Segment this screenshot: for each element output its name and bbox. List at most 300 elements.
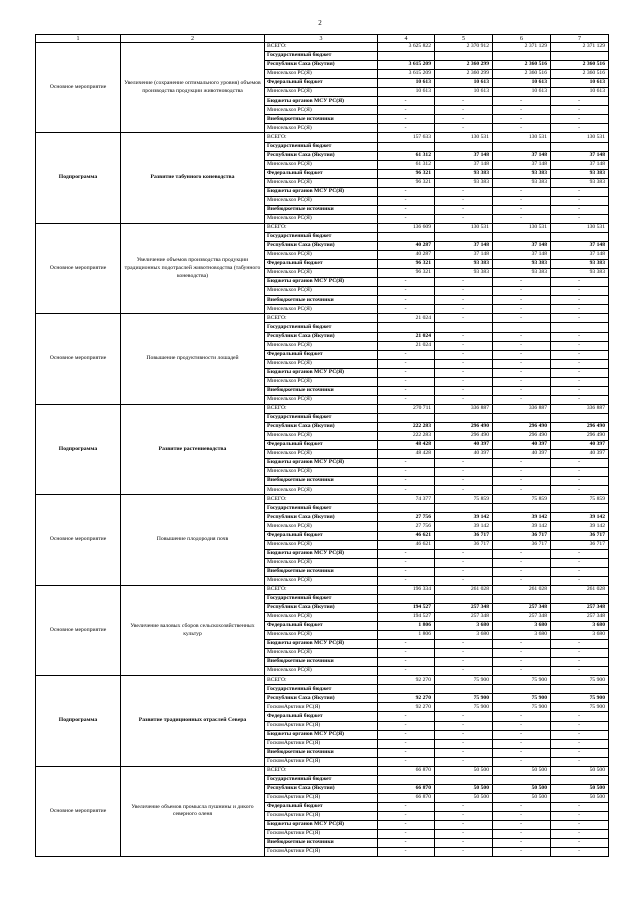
value-cell: 21 024 [378,341,435,350]
value-cell [493,685,551,694]
funding-source-cell: ГоскомАрктики РС(Я) [265,830,378,839]
value-cell [435,775,493,784]
value-cell: 2 371 129 [493,43,551,52]
value-cell: - [435,377,493,386]
value-cell: - [493,305,551,314]
funding-source-cell: ГоскомАрктики РС(Я) [265,793,378,802]
value-cell: 92 270 [378,694,435,703]
value-cell: - [435,468,493,477]
value-cell: - [551,730,609,739]
value-cell: 37 148 [551,251,609,260]
funding-source-cell: Государственный бюджет [265,685,378,694]
value-cell: 92 270 [378,703,435,712]
block-type-cell: Основное мероприятие [36,766,121,856]
value-cell: - [493,214,551,223]
col-header: 5 [435,35,493,43]
funding-source-cell: Внебюджетные источники [265,296,378,305]
value-cell [493,594,551,603]
value-cell: 96 321 [378,178,435,187]
value-cell: - [435,739,493,748]
funding-source-cell: ГоскомАрктики РС(Я) [265,757,378,766]
funding-source-cell: Государственный бюджет [265,594,378,603]
value-cell: - [435,567,493,576]
value-cell: 3 625 822 [378,43,435,52]
value-cell: 36 717 [435,540,493,549]
value-cell: - [551,649,609,658]
value-cell: 1 806 [378,631,435,640]
value-cell: 2 371 129 [551,43,609,52]
value-cell: - [378,567,435,576]
value-cell: - [435,839,493,848]
value-cell: 257 348 [435,603,493,612]
value-cell: 92 270 [378,676,435,685]
value-cell [378,685,435,694]
value-cell: 93 383 [435,169,493,178]
value-cell: - [378,115,435,124]
value-cell [378,232,435,241]
value-cell: 10 613 [493,88,551,97]
value-cell [435,323,493,332]
value-cell: - [493,459,551,468]
funding-source-cell: Бюджеты органов МСУ РС(Я) [265,187,378,196]
value-cell: - [435,811,493,820]
value-cell: - [493,649,551,658]
value-cell: 93 383 [435,260,493,269]
value-cell [378,775,435,784]
value-cell: 93 383 [551,260,609,269]
funding-source-cell: Внебюджетные источники [265,567,378,576]
value-cell: 257 348 [435,612,493,621]
funding-source-cell: Минсельхоз РС(Я) [265,251,378,260]
value-cell: 257 348 [551,612,609,621]
value-cell: - [435,667,493,676]
value-cell [551,685,609,694]
value-cell: 93 383 [435,178,493,187]
funding-source-cell: Минсельхоз РС(Я) [265,341,378,350]
table-row [36,585,609,594]
block-title-cell: Развитие растениеводства [121,404,265,494]
value-cell: 39 142 [435,522,493,531]
value-cell: - [493,341,551,350]
value-cell: - [378,278,435,287]
value-cell [493,504,551,513]
value-cell: - [493,368,551,377]
funding-source-cell: Минсельхоз РС(Я) [265,70,378,79]
funding-source-cell: Минсельхоз РС(Я) [265,160,378,169]
value-cell: 36 717 [551,540,609,549]
value-cell: - [378,821,435,830]
value-cell: 196 334 [378,585,435,594]
value-cell: - [378,549,435,558]
value-cell [378,52,435,61]
value-cell: 37 148 [551,242,609,251]
value-cell [435,685,493,694]
funding-source-cell: Минсельхоз РС(Я) [265,576,378,585]
value-cell: 37 148 [435,242,493,251]
value-cell: - [435,386,493,395]
funding-source-cell: Федеральный бюджет [265,712,378,721]
value-cell [378,413,435,422]
value-cell: 10 613 [435,88,493,97]
value-cell: 39 142 [435,513,493,522]
value-cell: - [551,821,609,830]
funding-source-cell: Минсельхоз РС(Я) [265,269,378,278]
value-cell: - [435,214,493,223]
value-cell: 296 490 [435,422,493,431]
funding-source-cell: ГоскомАрктики РС(Я) [265,739,378,748]
value-cell: - [378,830,435,839]
value-cell [378,142,435,151]
value-cell: - [551,341,609,350]
value-cell: - [493,802,551,811]
value-cell: - [378,667,435,676]
value-cell: 296 490 [435,432,493,441]
block-type-cell: Подпрограмма [36,133,121,223]
value-cell: 66 870 [378,784,435,793]
value-cell: - [551,214,609,223]
value-cell: - [493,124,551,133]
budget-table [35,34,609,857]
value-cell: 21 024 [378,314,435,323]
value-cell: - [435,477,493,486]
value-cell: 40 287 [378,251,435,260]
funding-source-cell: Государственный бюджет [265,232,378,241]
funding-source-cell: Республики Саха (Якутия) [265,603,378,612]
block-type-cell: Основное мероприятие [36,314,121,404]
value-cell [551,775,609,784]
value-cell: 10 613 [493,79,551,88]
value-cell: - [378,640,435,649]
value-cell: - [435,459,493,468]
value-cell: - [493,377,551,386]
funding-source-cell: Федеральный бюджет [265,802,378,811]
value-cell [435,504,493,513]
page-number: 2 [318,19,322,27]
value-cell: - [551,115,609,124]
value-cell: 21 024 [378,332,435,341]
value-cell: - [551,658,609,667]
funding-source-cell: Федеральный бюджет [265,79,378,88]
value-cell: - [551,187,609,196]
value-cell: 130 531 [435,133,493,142]
col-header: 7 [551,35,609,43]
value-cell: 96 321 [378,269,435,278]
value-cell: - [435,287,493,296]
value-cell: - [551,839,609,848]
value-cell: - [493,386,551,395]
value-cell: - [493,821,551,830]
value-cell: - [493,97,551,106]
value-cell: 40 397 [493,450,551,459]
value-cell: 3 680 [551,631,609,640]
value-cell: 75 900 [551,703,609,712]
value-cell: 37 148 [551,160,609,169]
value-cell: - [493,278,551,287]
value-cell: - [378,106,435,115]
value-cell: - [493,830,551,839]
value-cell: 222 283 [378,422,435,431]
funding-source-cell: Федеральный бюджет [265,260,378,269]
funding-source-cell: Минсельхоз РС(Я) [265,196,378,205]
value-cell: - [493,839,551,848]
value-cell [378,504,435,513]
block-title-cell: Повышение продуктивности лошадей [121,314,265,404]
table-row [36,495,609,504]
value-cell: 296 490 [551,422,609,431]
value-cell: 261 028 [493,585,551,594]
value-cell: 3 680 [551,622,609,631]
funding-source-cell: Внебюджетные источники [265,477,378,486]
value-cell: - [551,848,609,857]
value-cell: - [378,350,435,359]
value-cell: - [551,459,609,468]
value-cell: 336 887 [493,404,551,413]
value-cell: - [378,368,435,377]
value-cell: 296 490 [493,432,551,441]
block-type-cell: Основное мероприятие [36,585,121,675]
block-title-cell: Развитие традиционных отраслей Севера [121,676,265,766]
value-cell: - [435,106,493,115]
block-type-cell: Основное мероприятие [36,43,121,133]
value-cell: 93 383 [493,178,551,187]
value-cell [435,232,493,241]
value-cell: - [435,115,493,124]
funding-source-cell: Федеральный бюджет [265,169,378,178]
block-title-cell: Увеличение (сохранение оптимального уровня) объемов производства продукции животноводства [121,43,265,133]
value-cell: 10 613 [551,88,609,97]
value-cell: 40 397 [551,441,609,450]
value-cell [493,232,551,241]
value-cell: - [435,649,493,658]
funding-source-cell: Республики Саха (Якутия) [265,422,378,431]
value-cell: 75 900 [493,703,551,712]
value-cell: - [435,305,493,314]
value-cell: - [378,395,435,404]
funding-source-cell: Минсельхоз РС(Я) [265,287,378,296]
value-cell: 130 531 [551,223,609,232]
value-cell: 27 756 [378,522,435,531]
value-cell: 1 806 [378,622,435,631]
funding-source-cell: Внебюджетные источники [265,658,378,667]
value-cell [551,52,609,61]
value-cell: 3 615 209 [378,70,435,79]
funding-source-cell: Федеральный бюджет [265,441,378,450]
funding-source-cell: Государственный бюджет [265,504,378,513]
value-cell: - [378,359,435,368]
value-cell: - [551,667,609,676]
value-cell [551,413,609,422]
value-cell: 336 887 [551,404,609,413]
funding-source-cell: Республики Саха (Якутия) [265,242,378,251]
value-cell: 136 609 [378,223,435,232]
value-cell: - [493,314,551,323]
value-cell: - [378,748,435,757]
value-cell: 48 428 [378,450,435,459]
block-title-cell: Повышение плодородия почв [121,495,265,585]
value-cell: - [435,658,493,667]
funding-source-cell: Внебюджетные источники [265,205,378,214]
funding-source-cell: Минсельхоз РС(Я) [265,450,378,459]
value-cell: 50 500 [551,793,609,802]
funding-source-cell: Государственный бюджет [265,323,378,332]
value-cell: 50 500 [551,766,609,775]
value-cell: - [493,106,551,115]
value-cell: 75 859 [493,495,551,504]
value-cell: 296 490 [551,432,609,441]
value-cell: - [435,721,493,730]
value-cell: 27 756 [378,513,435,522]
value-cell [493,413,551,422]
value-cell: - [378,730,435,739]
value-cell: 10 613 [551,79,609,88]
funding-source-cell: Минсельхоз РС(Я) [265,649,378,658]
table-row [36,676,609,685]
value-cell: - [551,830,609,839]
col-header: 6 [493,35,551,43]
value-cell: 261 028 [551,585,609,594]
funding-source-cell: Минсельхоз РС(Я) [265,522,378,531]
value-cell: 74 377 [378,495,435,504]
value-cell: 40 397 [493,441,551,450]
value-cell: - [435,549,493,558]
value-cell: 3 680 [493,622,551,631]
table-row [36,314,609,323]
value-cell: - [493,486,551,495]
value-cell: - [378,377,435,386]
value-cell: - [551,477,609,486]
value-cell: 75 859 [435,495,493,504]
funding-source-cell: ГоскомАрктики РС(Я) [265,703,378,712]
value-cell: - [378,757,435,766]
value-cell: 93 383 [551,178,609,187]
value-cell: - [435,830,493,839]
funding-source-cell: Государственный бюджет [265,142,378,151]
funding-source-cell: Минсельхоз РС(Я) [265,468,378,477]
block-type-cell: Подпрограмма [36,676,121,766]
value-cell: 3 680 [493,631,551,640]
funding-source-cell: Внебюджетные источники [265,748,378,757]
value-cell: - [493,739,551,748]
value-cell: 10 613 [435,79,493,88]
funding-source-cell: Государственный бюджет [265,52,378,61]
value-cell: 61 312 [378,151,435,160]
value-cell: - [551,205,609,214]
value-cell: - [378,721,435,730]
value-cell: 2 360 299 [435,70,493,79]
value-cell: - [493,712,551,721]
value-cell [493,775,551,784]
funding-source-cell: Бюджеты органов МСУ РС(Я) [265,549,378,558]
funding-source-cell: Минсельхоз РС(Я) [265,486,378,495]
col-header: 3 [265,35,378,43]
value-cell: - [493,848,551,857]
value-cell: 37 148 [493,242,551,251]
value-cell: - [435,712,493,721]
value-cell: - [493,667,551,676]
value-cell: 66 870 [378,793,435,802]
value-cell: - [551,468,609,477]
funding-source-cell: Минсельхоз РС(Я) [265,432,378,441]
funding-source-cell: Республики Саха (Якутия) [265,513,378,522]
value-cell: - [378,649,435,658]
value-cell: - [551,802,609,811]
funding-source-cell: ГоскомАрктики РС(Я) [265,811,378,820]
funding-source-cell: Минсельхоз РС(Я) [265,359,378,368]
value-cell: 37 148 [551,151,609,160]
value-cell: - [551,314,609,323]
value-cell: - [551,386,609,395]
value-cell: - [493,721,551,730]
value-cell: 40 287 [378,242,435,251]
value-cell: - [435,576,493,585]
value-cell: - [493,187,551,196]
value-cell: - [551,748,609,757]
value-cell: 93 383 [551,169,609,178]
funding-source-cell: ГоскомАрктики РС(Я) [265,848,378,857]
value-cell: 46 621 [378,540,435,549]
funding-source-cell: ВСЕГО: [265,766,378,775]
value-cell: 10 613 [378,88,435,97]
funding-source-cell: Республики Саха (Якутия) [265,151,378,160]
value-cell: - [378,287,435,296]
value-cell: 130 531 [435,223,493,232]
value-cell: 75 900 [551,694,609,703]
value-cell: - [435,558,493,567]
value-cell: - [435,350,493,359]
value-cell: 2 360 516 [493,61,551,70]
value-cell: 39 142 [493,513,551,522]
value-cell: - [493,205,551,214]
value-cell: - [493,296,551,305]
value-cell: - [435,196,493,205]
funding-source-cell: Внебюджетные источники [265,839,378,848]
funding-source-cell: ВСЕГО: [265,676,378,685]
value-cell: - [435,187,493,196]
value-cell: 75 900 [435,703,493,712]
funding-source-cell: Внебюджетные источники [265,115,378,124]
value-cell [378,594,435,603]
funding-source-cell: Государственный бюджет [265,413,378,422]
value-cell: 130 531 [493,223,551,232]
value-cell: 50 500 [493,793,551,802]
block-title-cell: Развитие табунного коневодства [121,133,265,223]
funding-source-cell: Бюджеты органов МСУ РС(Я) [265,821,378,830]
funding-source-cell: Минсельхоз РС(Я) [265,540,378,549]
value-cell: - [493,658,551,667]
table-body [36,35,609,857]
value-cell: 37 148 [493,251,551,260]
value-cell: - [551,576,609,585]
value-cell: 40 397 [435,441,493,450]
value-cell: - [551,332,609,341]
value-cell: 75 900 [435,694,493,703]
value-cell: 257 348 [493,612,551,621]
value-cell: - [551,296,609,305]
funding-source-cell: Минсельхоз РС(Я) [265,558,378,567]
value-cell: - [435,640,493,649]
table-row [36,133,609,142]
value-cell: - [435,296,493,305]
value-cell: - [378,712,435,721]
value-cell: - [551,486,609,495]
funding-source-cell: Бюджеты органов МСУ РС(Я) [265,368,378,377]
value-cell: 261 028 [435,585,493,594]
value-cell: 3 615 209 [378,61,435,70]
value-cell: - [378,811,435,820]
value-cell: 75 900 [551,676,609,685]
value-cell: 37 148 [435,151,493,160]
header-row [36,35,609,43]
